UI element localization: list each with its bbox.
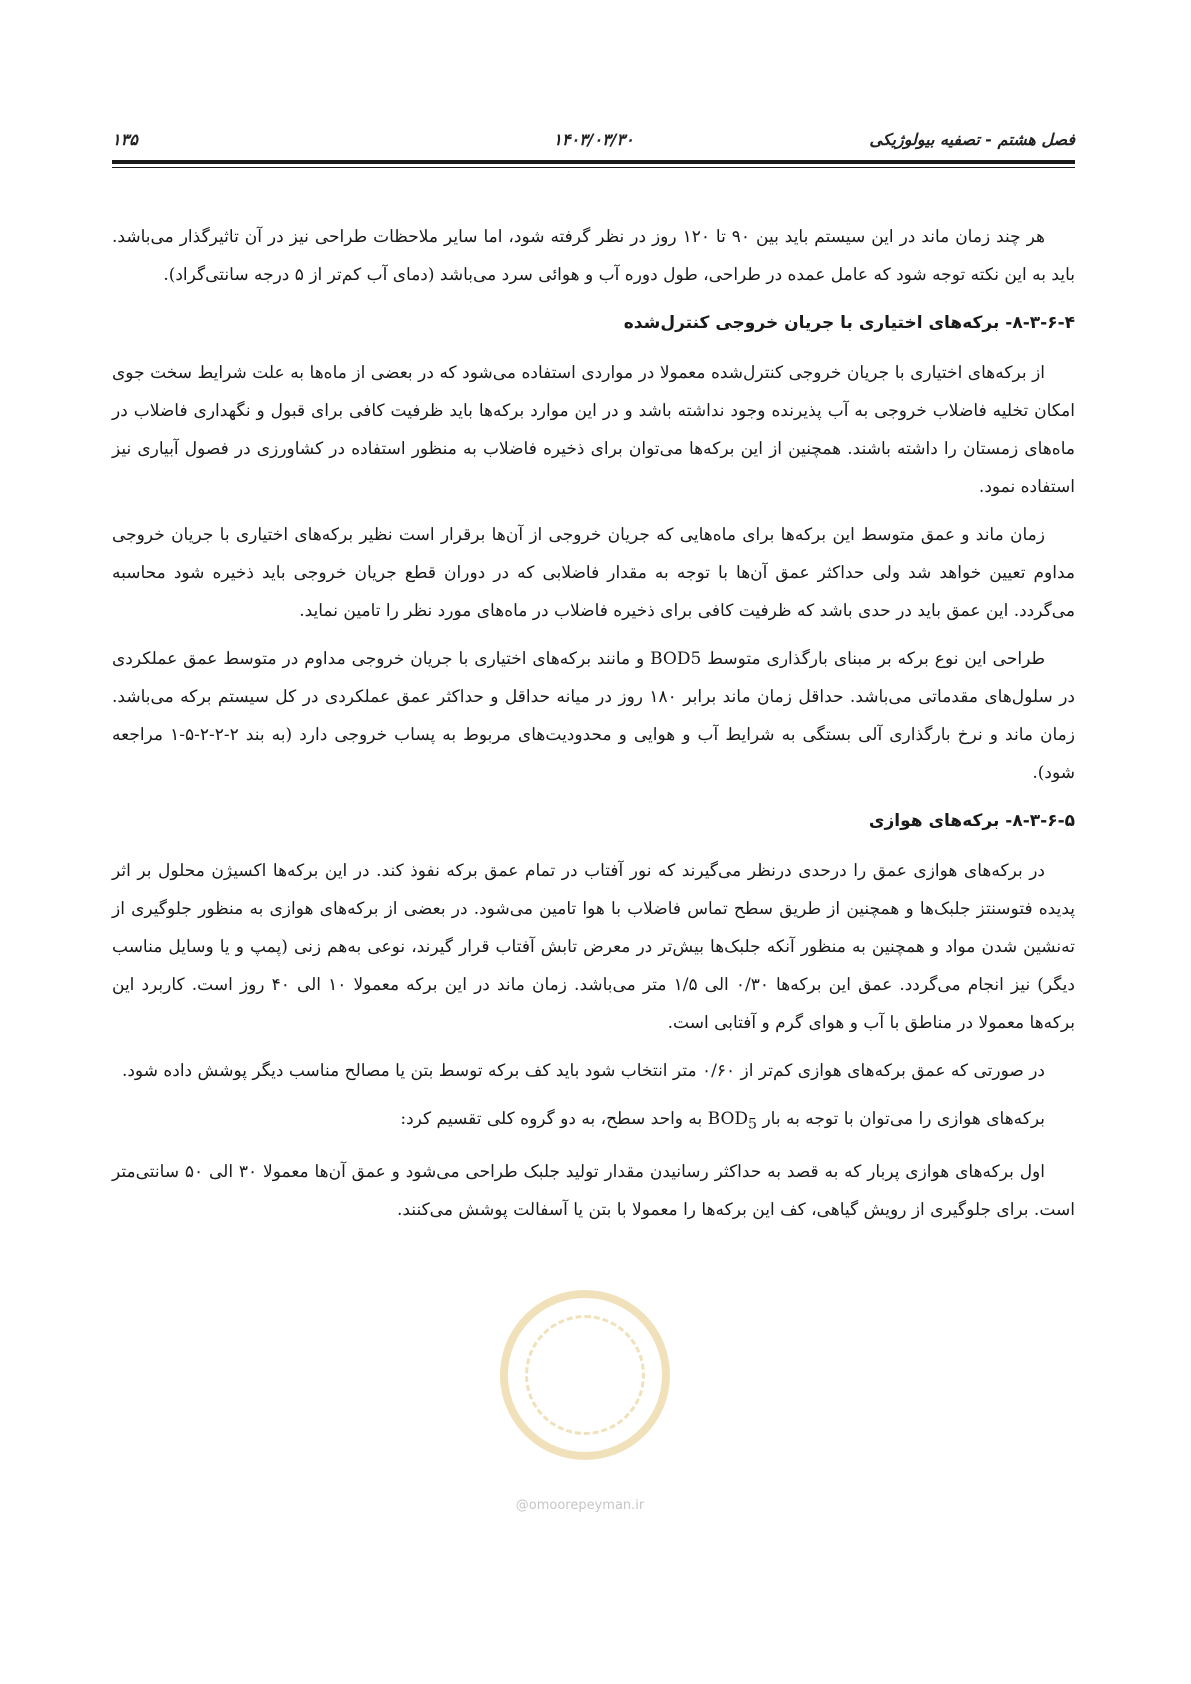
chapter-title: فصل هشتم - تصفیه بیولوژیکی	[869, 130, 1075, 149]
page-header	[112, 130, 1075, 156]
paragraph-controlled-discharge-design: طراحی این نوع برکه بر مبنای بارگذاری متوسط BOD5 و مانند برکه‌های اختیاری با جریان خروجی مداوم در متوسط عمق عملکردی در سلول‌های مقدماتی می‌باشد. حداقل زمان ماند برابر ۱۸۰ روز در میانه حداقل و حداکثر عمق عملکردی در کل سیستم برکه می‌باشد. زمان ماند و نرخ بارگذاری آلی بستگی به شرایط آب و هوایی و محدودیت‌های مربوط به پساب خروجی دارد (به بند ۲-۲-۲-۵-۱ مراجعه شود).	[112, 649, 1076, 783]
section-heading-controlled-discharge: ۸-۳-۶-۴- برکه‌های اختیاری با جریان خروجی کنترل‌شده	[623, 313, 1075, 333]
watermark-url: @omoorepeyman.ir	[515, 1498, 645, 1513]
paragraph-retention-time: هر چند زمان ماند در این سیستم باید بین ۹۰ تا ۱۲۰ روز در نظر گرفته شود، اما سایر ملاحظات طراحی نیز در آن تاثیرگذار می‌باشد. باید به این نکته توجه شود که عامل عمده در طراحی، طول دوره آب و هوائی سرد می‌باشد (دمای آب کم‌تر از ۵ درجه سانتی‌گراد).	[112, 227, 1075, 285]
document-body	[112, 218, 1075, 1239]
aerobic-groups-text-end: به واحد سطح، به دو گروه کلی تقسیم کرد:	[400, 1109, 708, 1129]
page-number: ۱۳۵	[112, 130, 138, 149]
bod-subscript: 5	[748, 1116, 758, 1133]
paragraph-controlled-discharge-depth: زمان ماند و عمق متوسط این برکه‌ها برای ماه‌هایی که جریان خروجی از آن‌ها برقرار است نظیر برکه‌های اختیاری با جریان خروجی مداوم تعیین خواهد شد ولی حداکثر عمق آن‌ها با توجه به مقدار فاضلابی که در دوران قطع جریان خروجی باید ذخیره شود محاسبه می‌گردد. این عمق باید در حدی باشد که ظرفیت کافی برای ذخیره فاضلاب در ماه‌های مورد نظر را تامین نماید.	[112, 525, 1075, 621]
paragraph-aerobic-lining: در صورتی که عمق برکه‌های هوازی کم‌تر از ۰/۶۰ متر انتخاب شود باید کف برکه توسط بتن یا مصالح مناسب دیگر پوشش داده شود.	[121, 1061, 1045, 1081]
paragraph-aerobic-intro: در برکه‌های هوازی عمق را درحدی درنظر می‌گیرند که نور آفتاب در تمام عمق برکه نفوذ کند. در این برکه‌ها اکسیژن محلول بر اثر پدیده فتوسنتز جلبک‌ها و همچنین از طریق سطح تماس فاضلاب با هوا تامین می‌شود. در بعضی از برکه‌های هوازی به منظور جلوگیری از ته‌نشین شدن مواد و همچنین به منظور آنکه جلبک‌ها بیش‌تر در معرض تابش آفتاب قرار گیرند، نوعی به‌هم زنی (پمپ و یا وسایل مناسب دیگر) نیز انجام می‌گردد. عمق این برکه‌ها ۰/۳۰ الی ۱/۵ متر می‌باشد. زمان ماند در این برکه معمولا ۱۰ الی ۴۰ روز است. کاربرد این برکه‌ها معمولا در مناطق با آب و هوای گرم و آفتابی است.	[112, 861, 1075, 1033]
paragraph-high-rate-aerobic: اول برکه‌های هوازی پربار که به قصد به حداکثر رسانیدن مقدار تولید جلبک طراحی می‌شود و عمق آن‌ها معمولا ۳۰ الی ۵۰ سانتی‌متر است. برای جلوگیری از رویش گیاهی، کف این برکه‌ها را معمولا با بتن یا آسفالت پوشش می‌کنند.	[112, 1162, 1075, 1221]
watermark-seal-inner	[525, 1315, 645, 1435]
header-rule-thin	[112, 167, 1075, 168]
aerobic-groups-text-start: برکه‌های هوازی را می‌توان با توجه به بار	[757, 1109, 1045, 1129]
header-date: ۱۴۰۳/۰۳/۳۰	[553, 130, 634, 149]
section-heading-aerobic-ponds: ۸-۳-۶-۵- برکه‌های هوازی	[868, 811, 1075, 831]
paragraph-aerobic-groups	[112, 1100, 1075, 1143]
bod-label: BOD	[707, 1109, 749, 1129]
header-rule-thick	[112, 160, 1075, 164]
paragraph-controlled-discharge-intro: از برکه‌های اختیاری با جریان خروجی کنترل‌شده معمولا در مواردی استفاده می‌شود که در بعضی از ماه‌ها به علت شرایط سخت جوی امکان تخلیه فاضلاب خروجی به آب پذیرنده وجود نداشته باشد و در این موارد برکه‌ها باید ظرفیت کافی برای قبول و نگهداری فاضلاب در ماه‌های زمستان را داشته باشند. همچنین از این برکه‌ها می‌توان برای ذخیره فاضلاب به منظور استفاده در کشاورزی در فصول آبیاری نیز استفاده نمود.	[112, 363, 1075, 497]
